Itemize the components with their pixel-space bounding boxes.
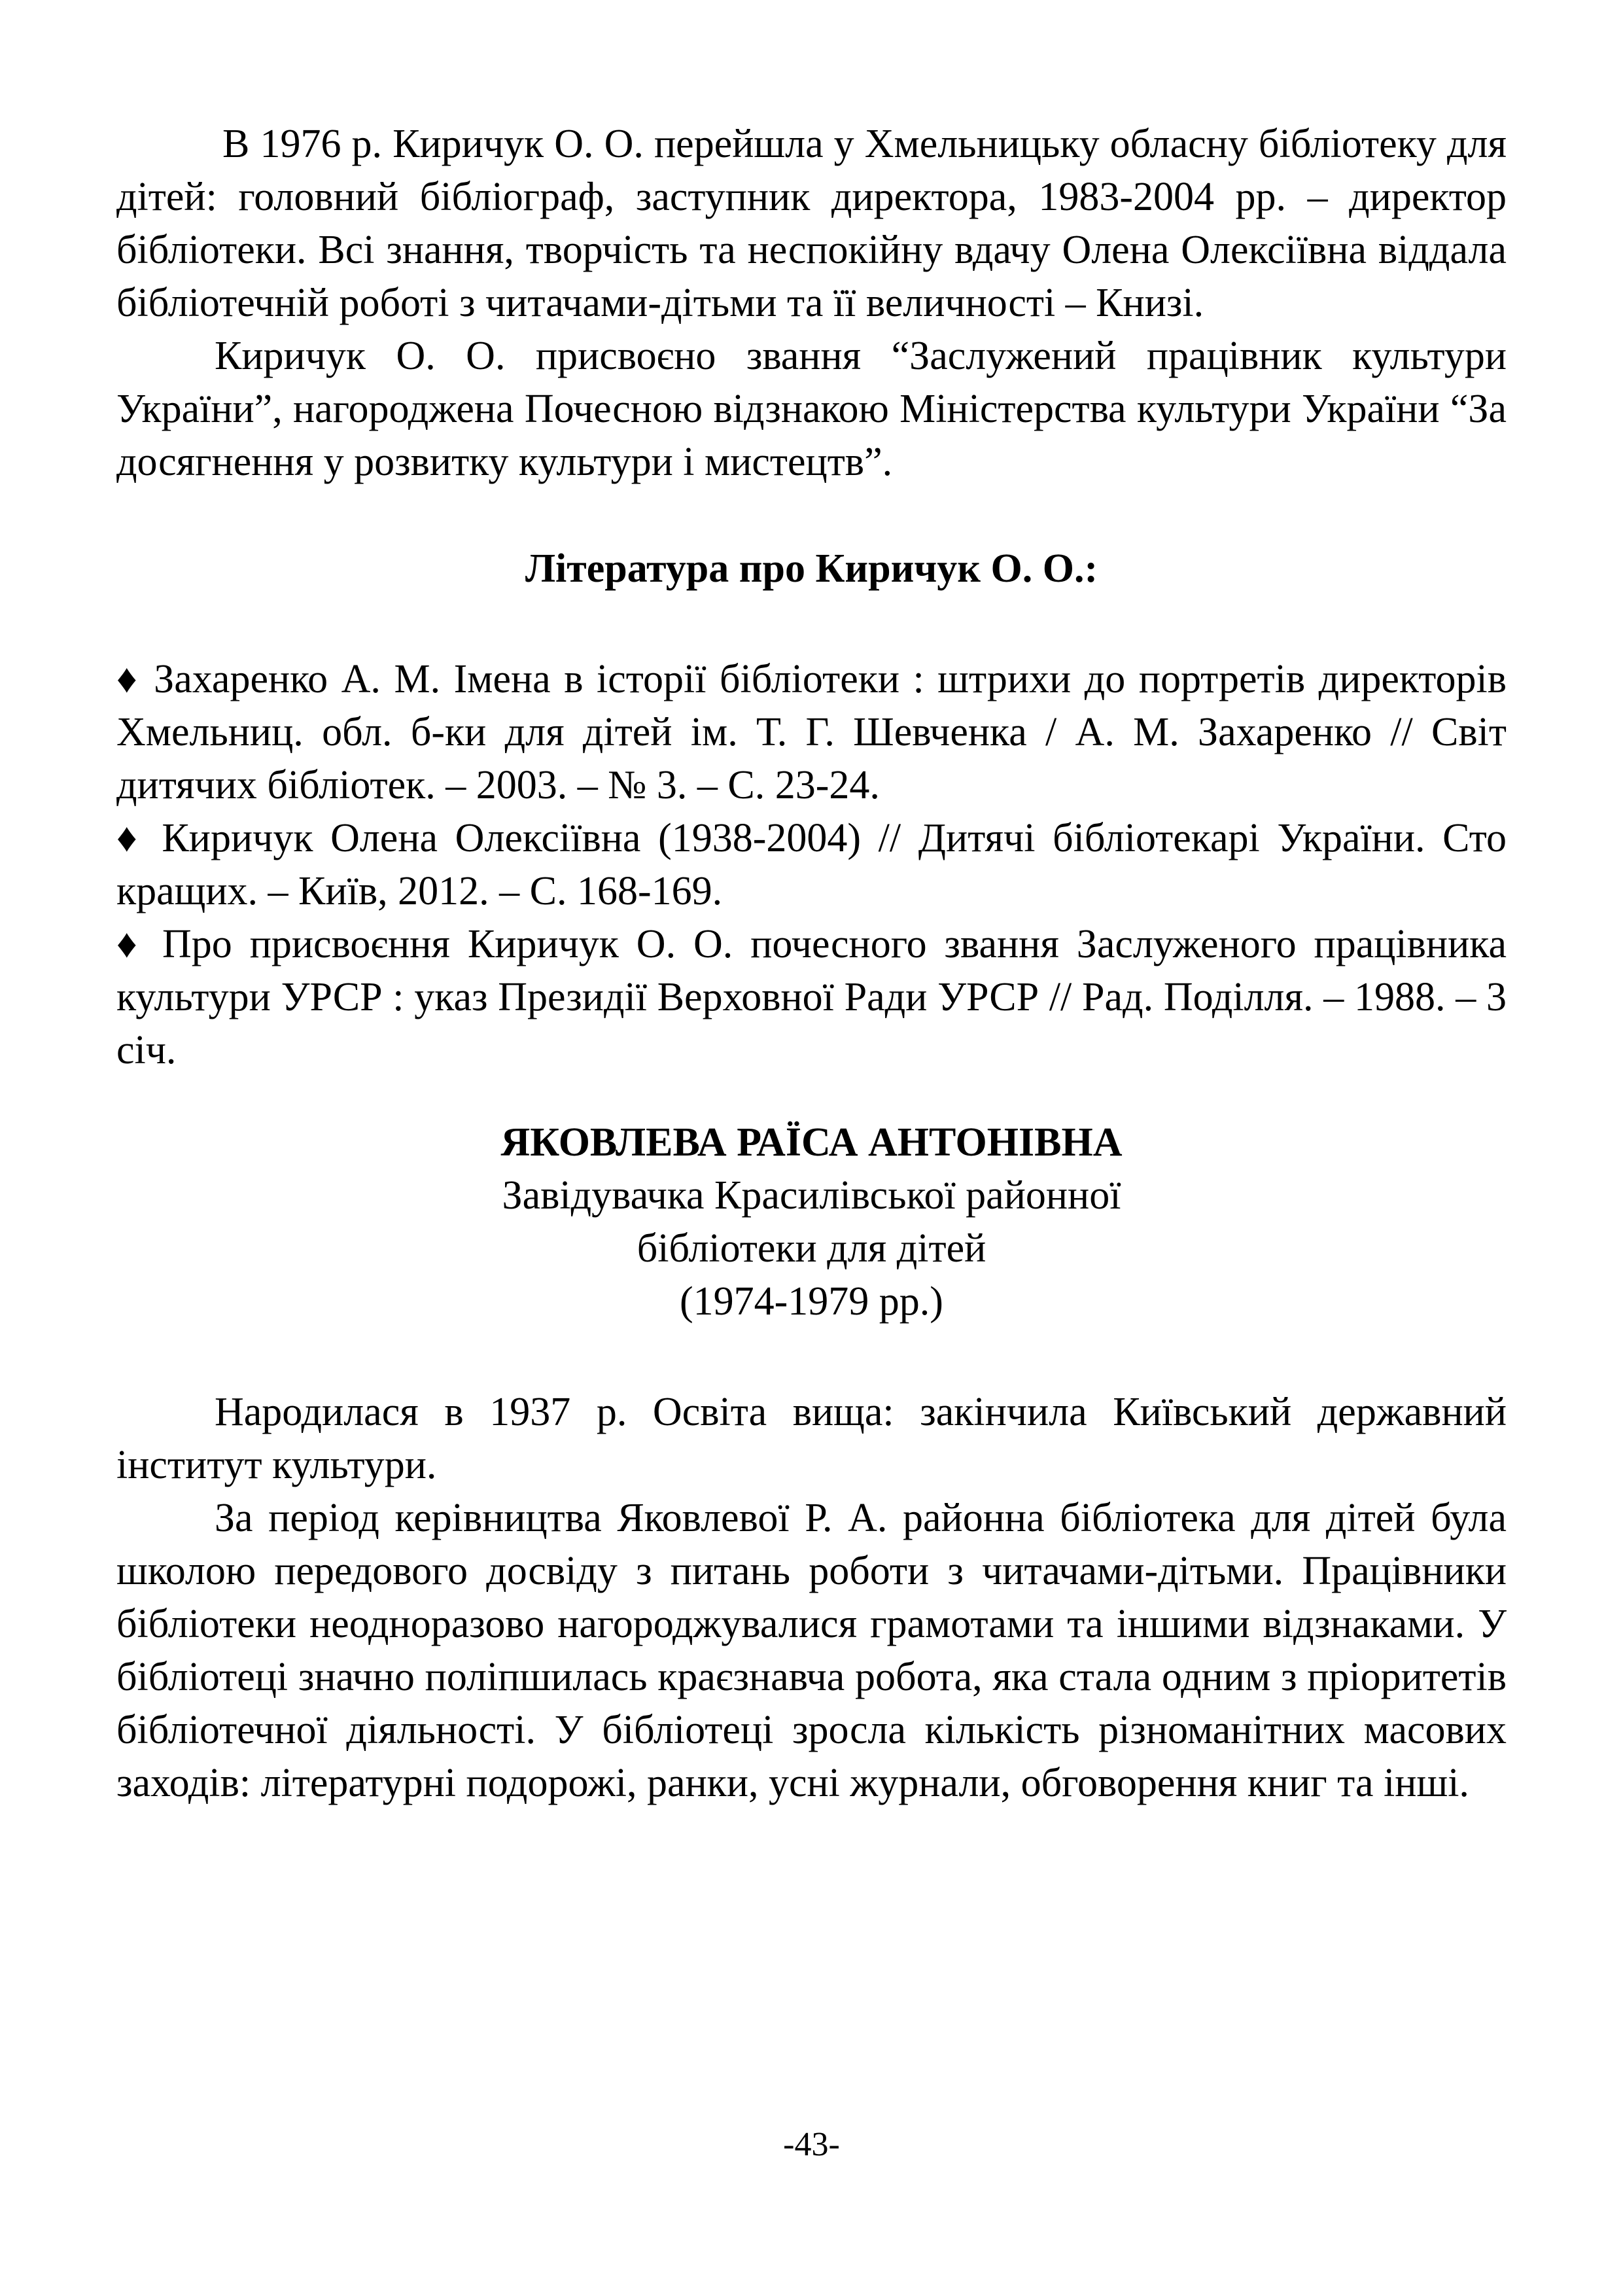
literature-item: ♦ Про присвоєння Киричук О. О. почесного звання Заслуженого працівника культури УРСР : указ Президії Верховної Ради УРСР // Рад. Поділля. – 1988. – 3 січ. — [116, 922, 1507, 1072]
literature-heading: Література про Киричук О. О.: — [525, 546, 1098, 591]
paragraph-yakovleva-work: За період керівництва Яковлевої Р. А. районна бібліотека для дітей була школою передового досвіду з питань роботи з читачами-дітьми. Працівники бібліотеки неодноразово нагороджувалися грамотами та іншими відзнаками. У бібліотеці значно поліпшилась краєзнавча робота, яка стала одним з пріоритетів бібліотечної діяльності. У бібліотеці зросла кількість різноманітних масових заходів: літературні подорожі, ранки, усні журнали, обговорення книг та інші. — [116, 1496, 1507, 1805]
page-number: -43- — [783, 2126, 840, 2163]
person-years: (1974-1979 рр.) — [680, 1279, 943, 1324]
paragraph-kyrychuk-career: В 1976 р. Киричук О. О. перейшла у Хмельницьку обласну бібліотеку для дітей: головний бібліограф, заступник директора, 1983-2004 рр. – директор бібліотеки. Всі знання, творчість та неспокійну вдачу Олена Олексіївна віддала бібліотечній роботі з читачами-дітьми та її величності – Книзі. — [116, 122, 1507, 325]
paragraph-kyrychuk-awards: Киричук О. О. присвоєно звання “Заслужений працівник культури України”, нагороджена Почесною відзнакою Міністерства культури України “За досягнення у розвитку культури і мистецтв”. — [116, 334, 1507, 484]
literature-item: ♦ Захаренко А. М. Імена в історії бібліотеки : штрихи до портретів директорів Хмельниц. обл. б-ки для дітей ім. Т. Г. Шевченка / А. М. Захаренко // Світ дитячих бібліотек. – 2003. – № 3. – С. 23-24. — [116, 657, 1507, 807]
document-page — [116, 118, 1507, 1810]
person-name-heading: ЯКОВЛЕВА РАЇСА АНТОНІВНА — [500, 1120, 1123, 1165]
paragraph-yakovleva-education: Народилася в 1937 р. Освіта вища: закінчила Київський державний інститут культури. — [116, 1390, 1507, 1487]
person-position-line-2: бібліотеки для дітей — [637, 1226, 986, 1271]
literature-item: ♦ Киричук Олена Олексіївна (1938-2004) // Дитячі бібліотекарі України. Сто кращих. – Київ, 2012. – С. 168-169. — [116, 816, 1507, 913]
person-position-line-1: Завідувачка Красилівської районної — [502, 1173, 1121, 1218]
